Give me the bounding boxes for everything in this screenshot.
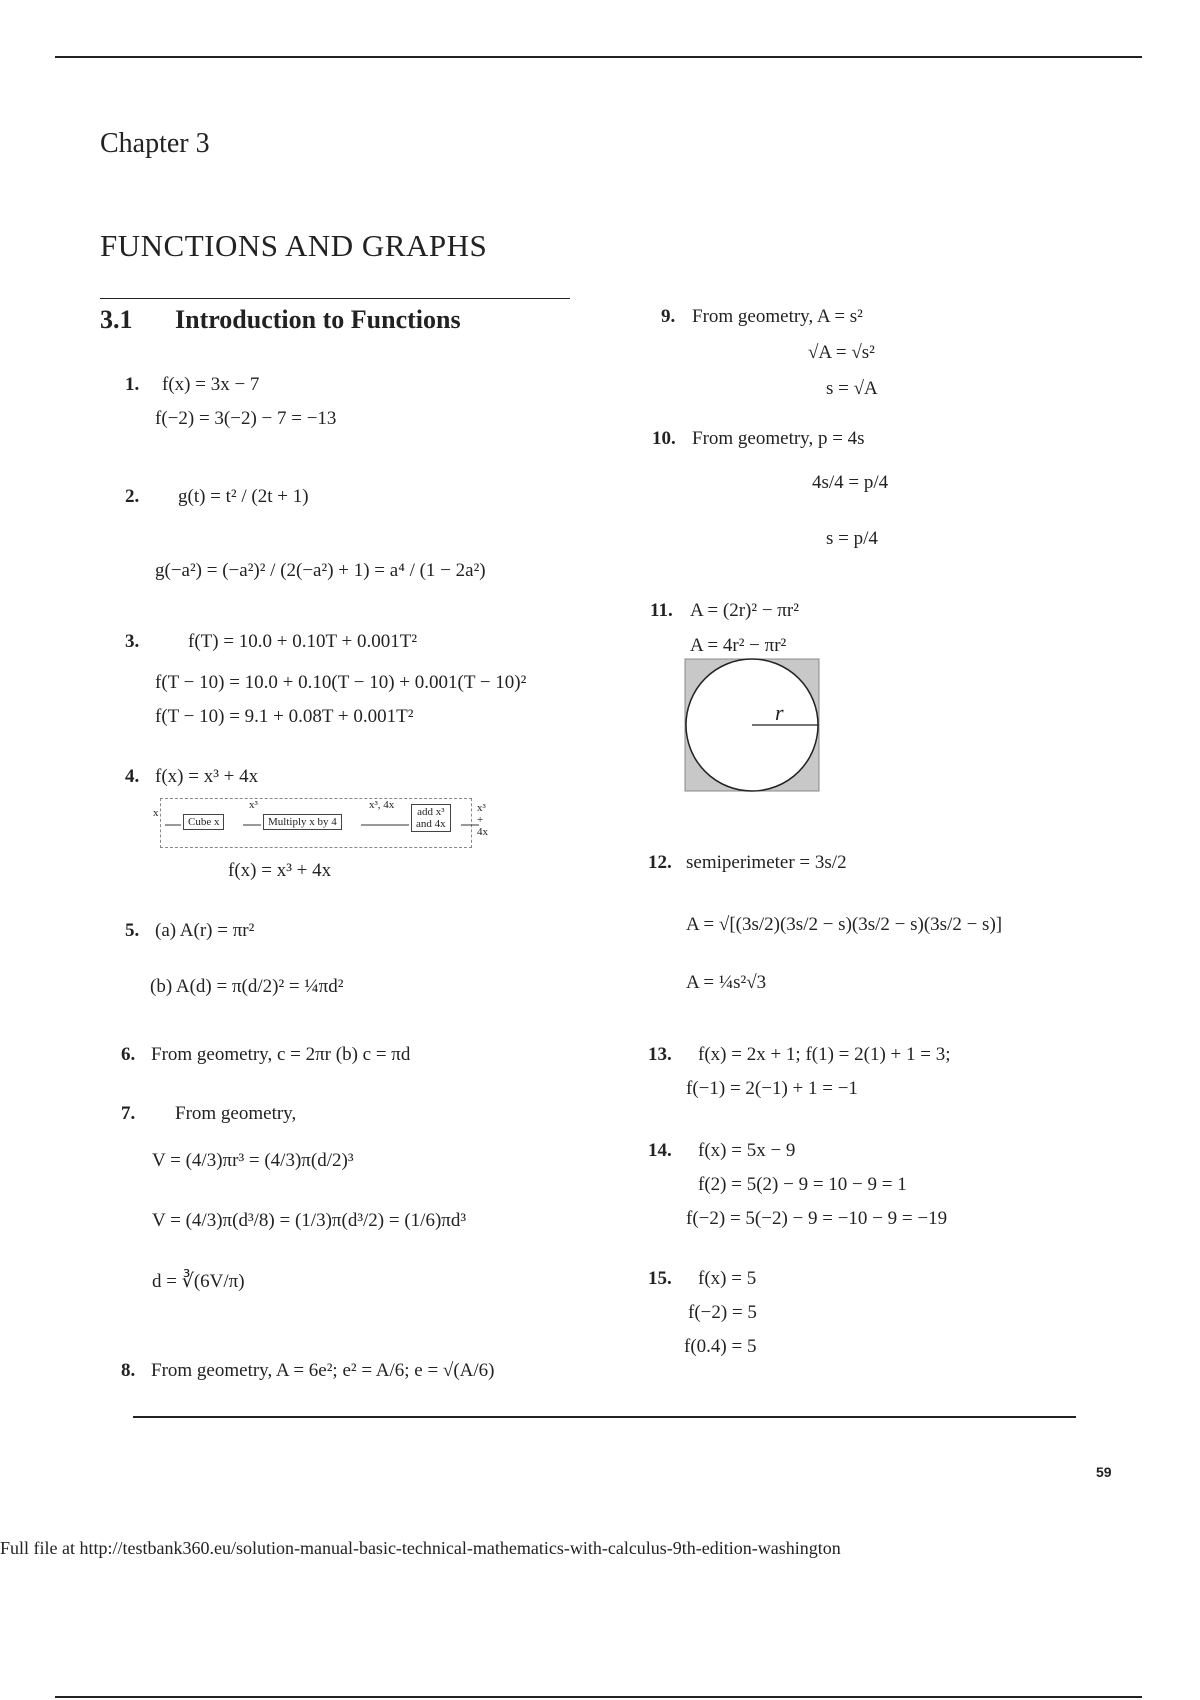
problem-6-line-1: From geometry, c = 2πr (b) c = πd [151, 1044, 411, 1065]
problem-14-line-2: f(2) = 5(2) − 9 = 10 − 9 = 1 [698, 1174, 907, 1195]
problem-8-number: 8. [121, 1360, 136, 1381]
problem-3-line-1: f(T) = 10.0 + 0.10T + 0.001T² [188, 631, 418, 652]
problem-2-line-2: g(−a²) = (−a²)² / (2(−a²) + 1) = a⁴ / (1 − 2a²) [155, 560, 486, 581]
content-bottom-rule [133, 1416, 1076, 1418]
diagram-box-multiply: Multiply x by 4 [263, 814, 342, 830]
page-bottom-rule [55, 1696, 1142, 1698]
problem-5-number: 5. [125, 920, 140, 941]
problem-2-line-1: g(t) = t² / (2t + 1) [178, 486, 309, 507]
footer-source-line: Full file at http://testbank360.eu/solution-manual-basic-technical-mathematics-with-calculus-9th-edition-washington [0, 1538, 841, 1558]
chapter-title: FUNCTIONS AND GRAPHS [100, 228, 488, 263]
diagram-output: x³ + 4x [477, 802, 488, 838]
problem-5-part-a: (a) A(r) = πr² [155, 920, 255, 941]
problem-14-line-3: f(−2) = 5(−2) − 9 = −10 − 9 = −19 [686, 1208, 948, 1229]
problem-11-line-1: A = (2r)² − πr² [690, 600, 799, 621]
problem-5-part-b: (b) A(d) = π(d/2)² = ¼πd² [150, 976, 344, 997]
function-machine-diagram [153, 798, 488, 848]
problem-10-line-2: 4s/4 = p/4 [812, 472, 889, 493]
diagram-input: x [153, 807, 159, 819]
problem-12-line-1: semiperimeter = 3s/2 [686, 852, 847, 873]
problem-4-line-1: f(x) = x³ + 4x [155, 766, 259, 787]
radius-label: r [775, 700, 784, 725]
problem-11-number: 11. [650, 600, 673, 621]
problem-15-line-3: f(0.4) = 5 [684, 1336, 757, 1357]
diagram-box-cube: Cube x [183, 814, 224, 830]
diagram-mid-2: x³, 4x [369, 799, 395, 811]
problem-1-line-2: f(−2) = 3(−2) − 7 = −13 [155, 408, 337, 429]
problem-9-line-3: s = √A [826, 378, 878, 399]
chapter-label: Chapter 3 [100, 128, 210, 159]
problem-6-number: 6. [121, 1044, 136, 1065]
problem-9-line-2: √A = √s² [808, 342, 875, 363]
problem-4-line-2: f(x) = x³ + 4x [228, 860, 332, 881]
circle-in-square-figure [684, 658, 820, 792]
problem-12-line-3: A = ¼s²√3 [686, 972, 767, 993]
problem-10-number: 10. [652, 428, 676, 449]
problem-7-line-2: V = (4/3)πr³ = (4/3)π(d/2)³ [152, 1150, 354, 1171]
page-number: 59 [1096, 1464, 1112, 1480]
section-title: Introduction to Functions [175, 305, 461, 334]
section-number: 3.1 [100, 305, 133, 334]
top-rule [55, 56, 1142, 58]
section-rule [100, 298, 570, 299]
problem-9-number: 9. [661, 306, 676, 327]
problem-3-line-2: f(T − 10) = 10.0 + 0.10(T − 10) + 0.001(T − 10)² [155, 672, 527, 693]
problem-11-line-2: A = 4r² − πr² [690, 635, 787, 656]
diagram-box-add-line-1: add x³ [417, 806, 445, 818]
problem-7-line-4: d = ∛(6V/π) [152, 1271, 245, 1292]
problem-8-line-1: From geometry, A = 6e²; e² = A/6; e = √(A/6) [151, 1360, 495, 1381]
problem-13-line-2: f(−1) = 2(−1) + 1 = −1 [686, 1078, 858, 1099]
problem-9-line-1: From geometry, A = s² [692, 306, 863, 327]
problem-12-line-2: A = √[(3s/2)(3s/2 − s)(3s/2 − s)(3s/2 − s)] [686, 914, 1003, 935]
problem-1-line-1: f(x) = 3x − 7 [162, 374, 260, 395]
problem-14-line-1: f(x) = 5x − 9 [698, 1140, 796, 1161]
problem-1-number: 1. [125, 374, 140, 395]
problem-13-number: 13. [648, 1044, 672, 1065]
diagram-arrows [161, 799, 501, 847]
problem-3-line-3: f(T − 10) = 9.1 + 0.08T + 0.001T² [155, 706, 414, 727]
problem-7-line-1: From geometry, [175, 1103, 297, 1124]
problem-15-number: 15. [648, 1268, 672, 1289]
problem-7-line-3: V = (4/3)π(d³/8) = (1/3)π(d³/2) = (1/6)πd³ [152, 1210, 467, 1231]
problem-12-number: 12. [648, 852, 672, 873]
diagram-box-add-line-2: and 4x [416, 818, 446, 830]
problem-13-line-1: f(x) = 2x + 1; f(1) = 2(1) + 1 = 3; [698, 1044, 951, 1065]
problem-15-line-1: f(x) = 5 [698, 1268, 757, 1289]
diagram-mid-1: x³ [249, 799, 258, 811]
problem-3-number: 3. [125, 631, 140, 652]
problem-10-line-1: From geometry, p = 4s [692, 428, 865, 449]
section-heading [100, 305, 461, 335]
problem-2-number: 2. [125, 486, 140, 507]
problem-15-line-2: f(−2) = 5 [688, 1302, 757, 1323]
problem-7-number: 7. [121, 1103, 136, 1124]
problem-4-number: 4. [125, 766, 140, 787]
problem-10-line-3: s = p/4 [826, 528, 878, 549]
problem-14-number: 14. [648, 1140, 672, 1161]
